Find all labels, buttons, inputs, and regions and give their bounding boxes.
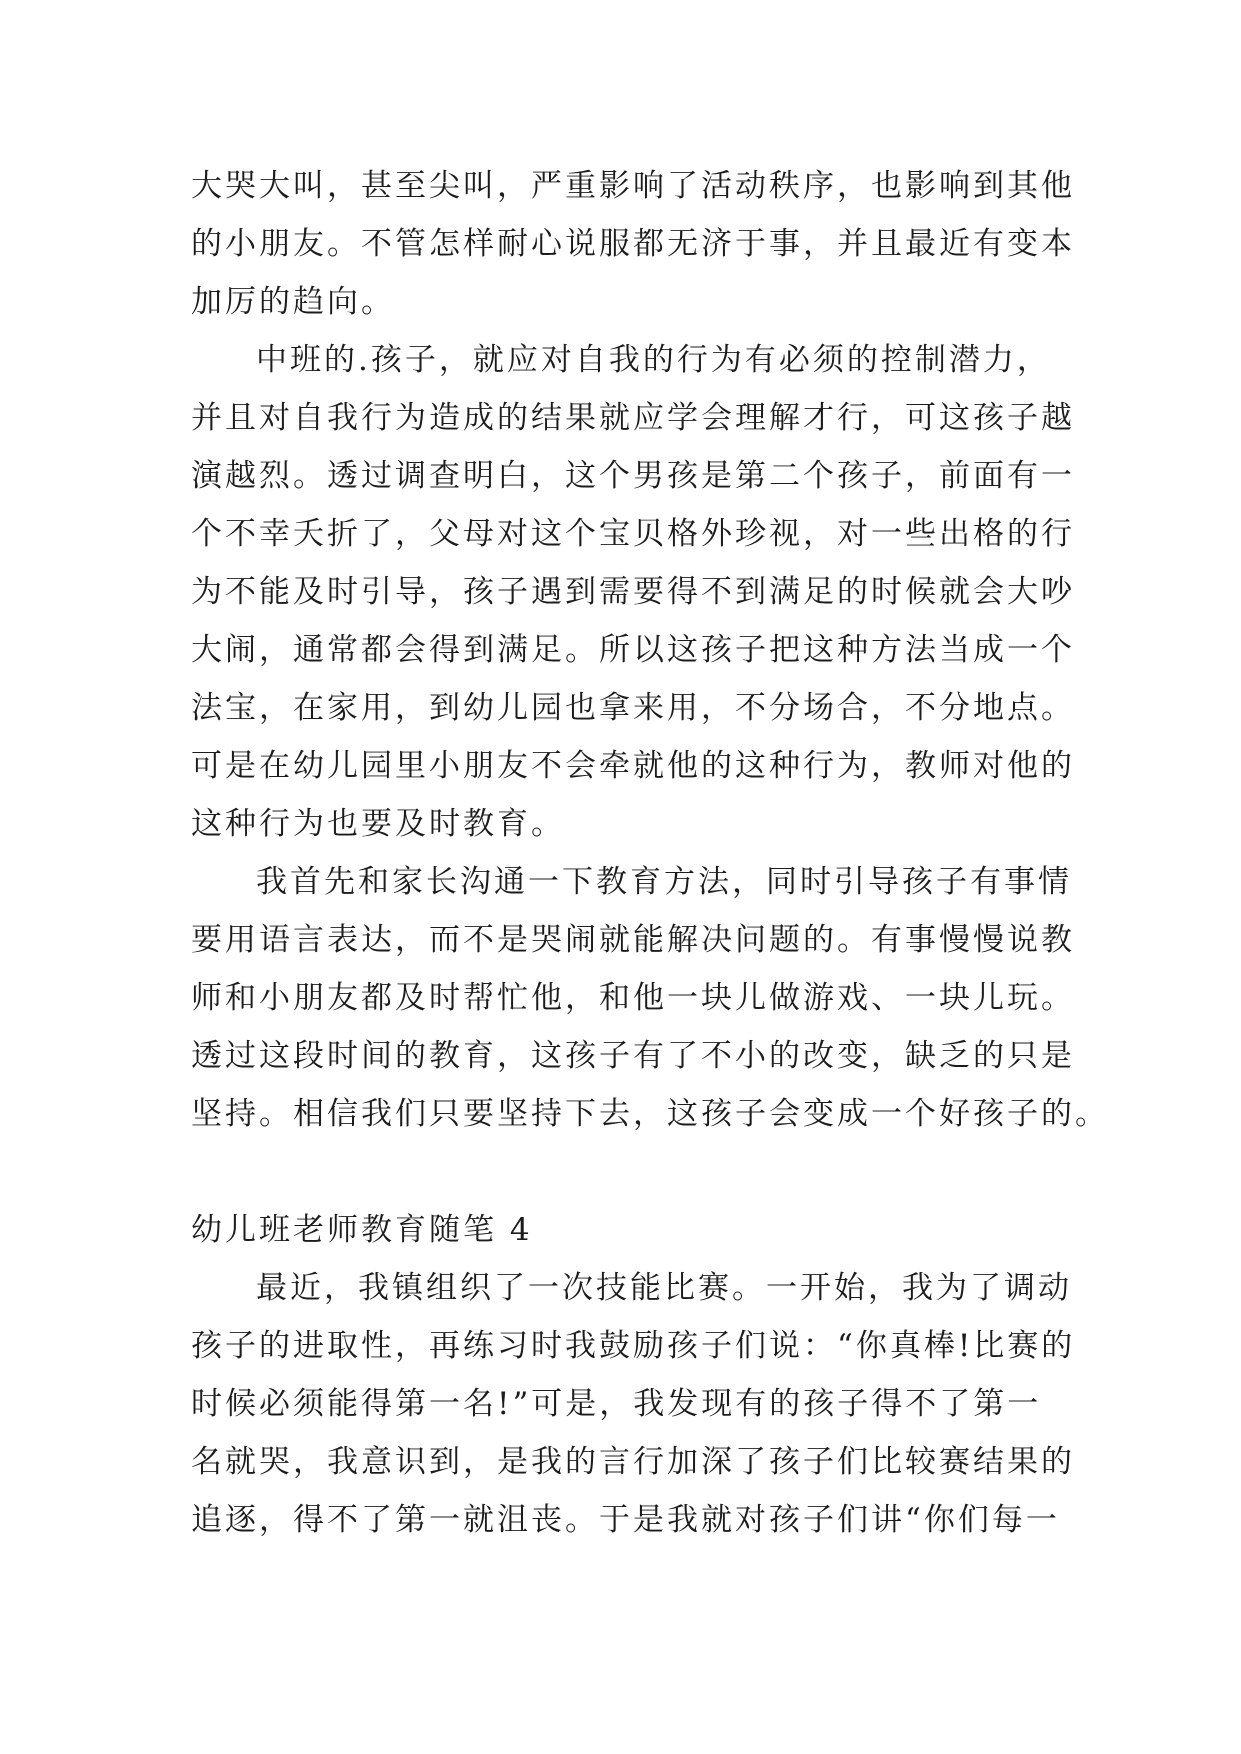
paragraph-1-line-3: 加厉的趋向。 xyxy=(191,284,395,320)
paragraph-3-line-1: 我首先和家长沟通一下教育方法，同时引导孩子有事情 xyxy=(256,864,1072,900)
paragraph-2-line-6: 大闹，通常都会得到满足。所以这孩子把这种方法当成一个 xyxy=(191,632,1075,668)
paragraph-4-line-2: 孩子的进取性，再练习时我鼓励孩子们说：“你真棒!比赛的 xyxy=(191,1328,1076,1364)
paragraph-4-line-4: 名就哭，我意识到，是我的言行加深了孩子们比较赛结果的 xyxy=(191,1444,1075,1480)
paragraph-2-line-1: 中班的.孩子，就应对自我的行为有必须的控制潜力， xyxy=(256,342,1051,378)
paragraph-2-line-7: 法宝，在家用，到幼儿园也拿来用，不分场合，不分地点。 xyxy=(191,690,1075,726)
paragraph-1-line-2: 的小朋友。不管怎样耐心说服都无济于事，并且最近有变本 xyxy=(191,226,1075,262)
paragraph-1-line-1: 大哭大叫，甚至尖叫，严重影响了活动秩序，也影响到其他 xyxy=(191,168,1075,204)
paragraph-2-line-9: 这种行为也要及时教育。 xyxy=(191,806,565,842)
paragraph-2-line-5: 为不能及时引导，孩子遇到需要得不到满足的时候就会大吵 xyxy=(191,574,1075,610)
paragraph-2-line-2: 并且对自我行为造成的结果就应学会理解才行，可这孩子越 xyxy=(191,400,1075,436)
section-heading: 幼儿班老师教育随笔 4 xyxy=(191,1212,533,1248)
paragraph-3-line-4: 透过这段时间的教育，这孩子有了不小的改变，缺乏的只是 xyxy=(191,1038,1075,1074)
paragraph-3-line-3: 师和小朋友都及时帮忙他，和他一块儿做游戏、一块儿玩。 xyxy=(191,980,1075,1016)
paragraph-2-line-3: 演越烈。透过调查明白，这个男孩是第二个孩子，前面有一 xyxy=(191,458,1075,494)
paragraph-2-line-4: 个不幸夭折了，父母对这个宝贝格外珍视，对一些出格的行 xyxy=(191,516,1075,552)
paragraph-4-line-3: 时候必须能得第一名!”可是，我发现有的孩子得不了第一 xyxy=(191,1386,1042,1422)
paragraph-4-line-5: 追逐，得不了第一就沮丧。于是我就对孩子们讲“你们每一 xyxy=(191,1502,1060,1538)
paragraph-4-line-1: 最近，我镇组织了一次技能比赛。一开始，我为了调动 xyxy=(256,1270,1072,1306)
paragraph-2-line-8: 可是在幼儿园里小朋友不会牵就他的这种行为，教师对他的 xyxy=(191,748,1075,784)
paragraph-3-line-5: 坚持。相信我们只要坚持下去，这孩子会变成一个好孩子的。 xyxy=(191,1096,1109,1132)
paragraph-3-line-2: 要用语言表达，而不是哭闹就能解决问题的。有事慢慢说教 xyxy=(191,922,1075,958)
